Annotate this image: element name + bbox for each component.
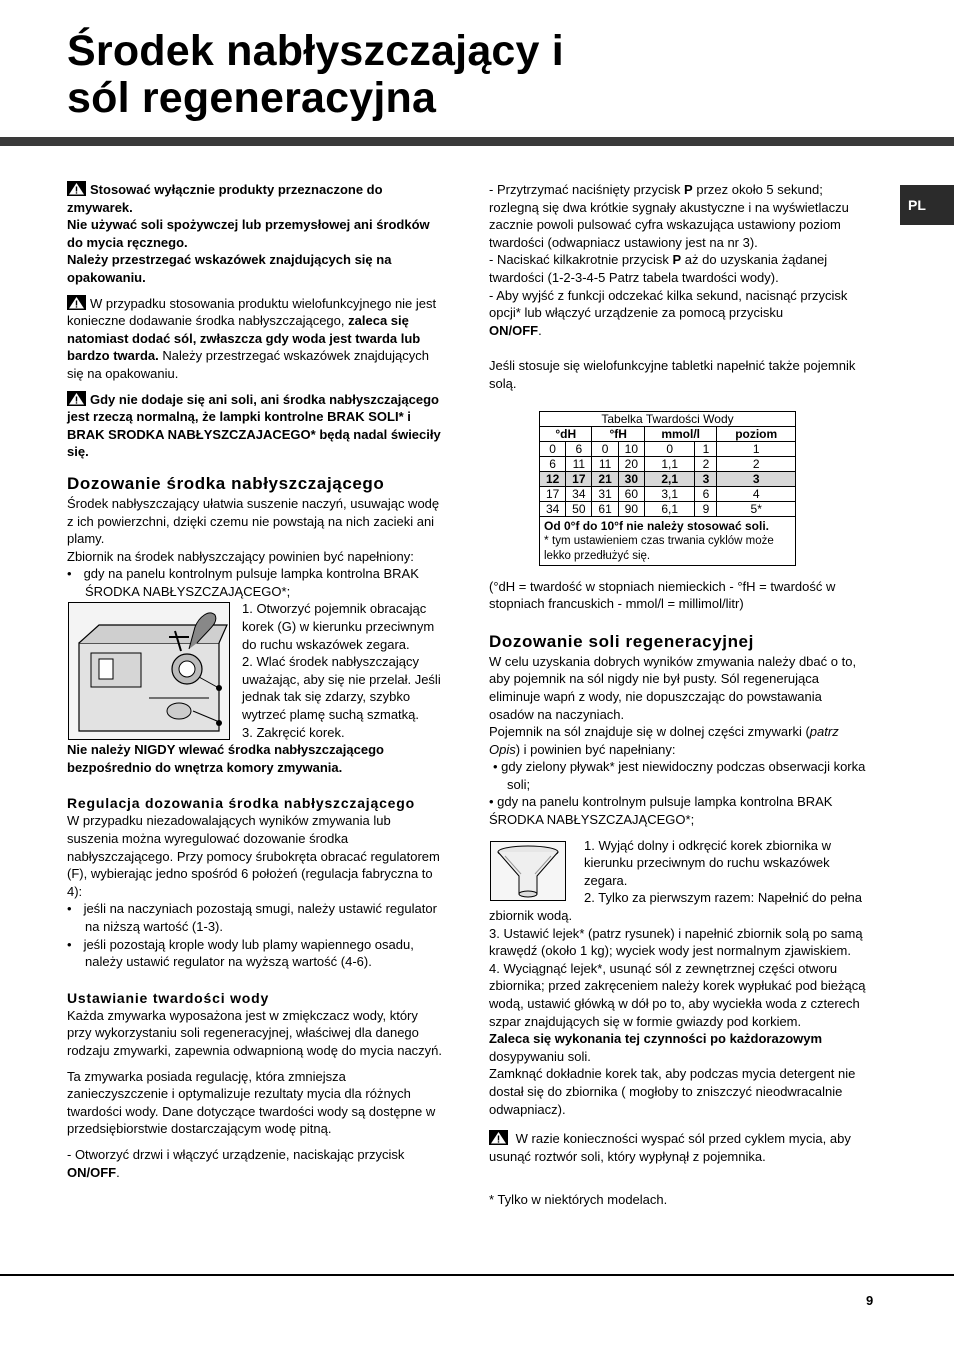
rinse-aid-intro: Środek nabłyszczający ułatwia suszenie naczyń, usuwając wodę z ich powierzchni, dzięki czemu nie powstają na nich zacieki ani plamy. [67, 495, 440, 547]
footer-rule [0, 1274, 954, 1276]
hardness-step-exit: - Aby wyjść z funkcji odczekać kilka sekund, nacisnąć przycisk opcji* lub włączyć urządzenie za pomocą przycisku ON/OFF. [489, 287, 848, 338]
table-cell: 17 [540, 486, 566, 501]
table-header: °dH [540, 426, 592, 441]
table-cell: 1 [695, 441, 717, 456]
warning-multifunction: W przypadku stosowania produktu wielofunkcyjnego nie jest konieczne dodawanie środka nabłyszczającego, zaleca się natomiast dodać sól, zwłaszcza gdy woda jest twarda lub bardzo twarda. Należy przestrzegać wskazówek znajdujących się na opakowaniu. [67, 295, 437, 381]
language-tab: PL [900, 185, 954, 225]
salt-step-2: 2. Tylko za pierwszym razem: Napełnić do pełna zbiornik wodą. [489, 890, 862, 924]
title-rule [0, 137, 954, 146]
salt-step-1: 1. Wyjąć dolny i odkręcić korek zbiornika w kierunku przeciwnym do ruchu wskazówek zegara. [584, 837, 831, 888]
table-cell: 10 [618, 441, 644, 456]
warning-products: Stosować wyłącznie produkty przeznaczone do zmywarek. Nie używać soli spożywczej lub przemysłowej ani środków do mycia ręcznego. Należy przestrzegać wskazówek znajdujących się na opakowaniu. [67, 182, 430, 285]
table-header: poziom [717, 426, 796, 441]
heading-water-hardness: Ustawianie twardości wody [67, 989, 270, 1006]
footnote: * Tylko w niektórych modelach. [489, 1192, 668, 1208]
table-cell: 5* [717, 501, 796, 516]
table-cell: 90 [618, 501, 644, 516]
table-cell: 1,1 [644, 456, 694, 471]
warning-rinse-salt: W razie konieczności wyspać sól przed cyklem mycia, aby usunąć roztwór soli, który wypłynął z pojemnika. [489, 1131, 851, 1164]
list-item: • gdy na panelu kontrolnym pulsuje lampka kontrolna BRAK ŚRODKA NABŁYSZCZAJĄCEGO*; [489, 794, 833, 828]
table-cell: 6 [566, 441, 592, 456]
table-cell: 20 [618, 456, 644, 471]
salt-recommendation: Zaleca się wykonania tej czynności po każdorazowym [489, 1031, 823, 1047]
water-hardness-table [539, 411, 796, 566]
table-cell: 17 [566, 471, 592, 486]
table-cell: 0 [540, 441, 566, 456]
table-cell: 6 [695, 486, 717, 501]
salt-intro: W celu uzyskania dobrych wyników zmywania należy dbać o to, aby pojemnik na sól nigdy nie był pusty. Sól regenerująca eliminuje wapń z wody, nie dopuszczając do powstawania osadów na naczyniach. [489, 653, 857, 722]
warning-icon [67, 391, 86, 406]
table-cell: 6 [540, 456, 566, 471]
rinse-aid-fill-when: Zbiornik na środek nabłyszczający powinien być napełniony: [67, 548, 414, 564]
table-cell: 31 [592, 486, 618, 501]
multifunction-tablets-note: Jeśli stosuje się wielofunkcyjne tabletki napełnić także pojemnik solą. [489, 358, 856, 391]
rinse-aid-step-1: 1. Otworzyć pojemnik obracając korek (G) w kierunku przeciwnym do ruchu wskazówek zegara. [242, 601, 435, 652]
rinse-aid-step-3: 3. Zakręcić korek. [242, 724, 345, 740]
hardness-step-open: - Otworzyć drzwi i włączyć urządzenie, naciskając przycisk ON/OFF. [67, 1146, 405, 1180]
hardness-legend: (°dH = twardość w stopniach niemieckich - °fH = twardość w stopniach francuskich - mmol/l = millimol/litr) [489, 578, 836, 612]
table-cell: 2,1 [644, 471, 694, 486]
warning-icon [67, 181, 86, 196]
table-cell: 12 [540, 471, 566, 486]
never-pour-warning: Nie należy NIGDY wlewać środka nabłyszczającego bezpośrednio do wnętrza komory zmywania. [67, 742, 384, 775]
table-cell: 6,1 [644, 501, 694, 516]
table-cell: 50 [566, 501, 592, 516]
warning-lamps: Gdy nie dodaje się ani soli, ani środka nabłyszczającego jest rzeczą normalną, że lampki kontrolne BRAK SOLI* i BRAK SRODKA NABŁYSZCZAJACEGO* będą nadal świeciły się. [67, 391, 441, 460]
heading-salt-dosing: Dozowanie soli regeneracyjnej [489, 631, 754, 651]
table-cell: 3 [695, 471, 717, 486]
salt-step-4: 4. Wyciągnąć lejek*, usunąć sól z zewnętrznej części otworu zbiornika; przed zakręceniem należy korek wypłukać pod bieżącą wodą, ustawić główką w dół po to, aby wyciekła woda z czterech szpar znajdujących się w formie gwiazdy pod korkiem. [489, 960, 866, 1029]
regulation-text: W przypadku niezadowalających wyników zmywania lub suszenia można wyregulować dozowanie środka nabłyszczającego. Przy pomocy śrubokręta obracać regulatorem (F), wybierając jedno spośród 6 położeń (regulacja fabryczna to 4): [67, 813, 440, 899]
rinse-aid-step-2: 2. Wlać środek nabłyszczający uważając, aby się nie przelał. Jeśli jednak tak się zdarzy, szybko wytrzeć plamę suchą szmatką. [242, 654, 441, 723]
salt-close-cap: Zamknąć dokładnie korek tak, aby podczas mycia detergent nie dostał się do zbiornika ( mogłoby to zniszczyć nieodwracalnie odwapniacz). [489, 1066, 856, 1117]
table-cell: 11 [566, 456, 592, 471]
table-cell: 4 [717, 486, 796, 501]
table-row [540, 501, 796, 516]
table-cell: 9 [695, 501, 717, 516]
list-item: • jeśli pozostają krople wody lub plamy wapiennego osadu, należy ustawić regulator na wyższą wartość (4-6). [67, 936, 414, 970]
table-cell: 3 [717, 471, 796, 486]
table-cell: 34 [566, 486, 592, 501]
table-title: Tabelka Twardości Wody [540, 411, 796, 426]
table-cell: 30 [618, 471, 644, 486]
table-cell: 2 [695, 456, 717, 471]
table-cell: 2 [717, 456, 796, 471]
page-title: Środek nabłyszczający i sól regeneracyjna [67, 27, 564, 122]
table-row [540, 471, 796, 486]
right-column [489, 181, 869, 1209]
table-cell: 61 [592, 501, 618, 516]
funnel-illustration [490, 841, 566, 901]
hardness-text-2: Ta zmywarka posiada regulację, która zmniejsza zanieczyszczenie i optymalizuje rezultaty mycia dla różnych twardości wody. Dane dotyczące twardości wody są dostępne w przedsiębiorstwie dostarczającym wodę pitną. [67, 1068, 436, 1137]
table-note: Od 0°f do 10°f nie należy stosować soli. * tym ustawieniem czas trwania cyklów może lekko przedłużyć się. [540, 516, 796, 565]
dispenser-illustration [68, 602, 230, 740]
table-cell: 0 [592, 441, 618, 456]
table-row [540, 456, 796, 471]
table-row [540, 486, 796, 501]
table-cell: 0 [644, 441, 694, 456]
table-header: mmol/l [644, 426, 716, 441]
table-cell: 3,1 [644, 486, 694, 501]
table-cell: 34 [540, 501, 566, 516]
salt-figure-row [489, 837, 869, 925]
salt-recommendation-end: dosypywaniu soli. [489, 1048, 591, 1064]
hardness-step-hold: - Przytrzymać naciśnięty przycisk P przez około 5 sekund; rozlegną się dwa krótkie sygnały akustyczne i na wyświetlaczu zacznie powoli pulsować cyfra wskazująca ustawiony poziom twardości (odwapniacz ustawiony jest na nr 3). [489, 182, 849, 250]
salt-step-3: 3. Ustawić lejek* (patrz rysunek) i napełnić zbiornik solą po samą krawędź (około 1 kg); wyciek wody jest normalnym zjawiskiem. [489, 925, 863, 959]
warning-icon [489, 1130, 508, 1145]
warning-icon [67, 295, 86, 310]
hardness-step-press: - Naciskać kilkakrotnie przycisk P aż do uzyskania żądanej twardości (1-2-3-4-5 Patrz tabela twardości wody). [489, 252, 828, 285]
heading-rinse-aid-regulation: Regulacja dozowania środka nabłyszczającego [67, 795, 415, 812]
table-cell: 21 [592, 471, 618, 486]
rinse-aid-figure-row [67, 600, 444, 741]
heading-rinse-aid-dosing: Dozowanie środka nabłyszczającego [67, 473, 385, 493]
hardness-text-1: Każda zmywarka wyposażona jest w zmiękczacz wody, który przy wykorzystaniu soli regeneracyjnej, właściwej dla danego rodzaju zmywarki, zapewnia odwapnioną wodę do mycia naczyń. [67, 1007, 443, 1058]
left-column [67, 181, 444, 1181]
table-row [540, 441, 796, 456]
page-number: 9 [866, 1293, 874, 1308]
salt-location: Pojemnik na sól znajduje się w dolnej części zmywarki (patrz Opis) i powinien być napełniany: [489, 724, 839, 757]
table-header: °fH [592, 426, 644, 441]
table-cell: 60 [618, 486, 644, 501]
table-cell: 11 [592, 456, 618, 471]
table-cell: 1 [717, 441, 796, 456]
list-item: • gdy zielony pływak* jest niewidoczny podczas obserwacji korka soli; [493, 759, 866, 792]
list-item: • jeśli na naczyniach pozostają smugi, należy ustawić regulator na niższą wartość (1-3). [67, 901, 437, 934]
list-item: • gdy na panelu kontrolnym pulsuje lampka kontrolna BRAK ŚRODKA NABŁYSZCZAJĄCEGO*; [67, 566, 419, 599]
